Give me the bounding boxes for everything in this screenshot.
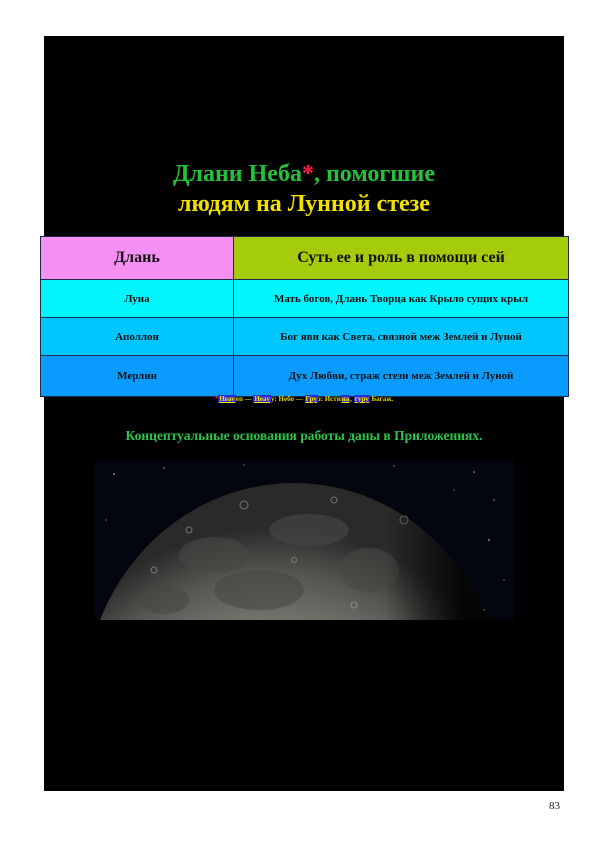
- cell-role: Дух Любви, страж стези меж Землей и Луной: [234, 356, 569, 397]
- cell-role: Мать богов, Длань Творца как Крыло сущих крыл: [234, 280, 569, 318]
- title-line-1: [44, 159, 564, 189]
- title-star: *: [301, 161, 314, 187]
- moon-image: [94, 460, 514, 620]
- footnote-link-gru[interactable]: Гру: [305, 395, 317, 403]
- moon-illustration: [94, 460, 514, 620]
- title-main: Длани Неба: [173, 161, 302, 187]
- footnote-text: Багаж.: [369, 395, 394, 403]
- cell-name: Аполлон: [41, 318, 234, 356]
- footnote-text: en —: [235, 395, 254, 403]
- roles-table: [40, 236, 569, 397]
- title-rest: , помогшие: [313, 161, 435, 187]
- footnote-link-heav[interactable]: Heav: [219, 395, 235, 403]
- cell-name: Мерлин: [41, 356, 234, 397]
- footnote-link-guru[interactable]: гуру: [354, 395, 369, 403]
- page-black-panel: [44, 36, 564, 791]
- table-header-row: [41, 237, 569, 280]
- footnote-link-na[interactable]: на: [341, 395, 350, 403]
- table-row: [41, 318, 569, 356]
- cell-role: Бог яви как Света, связной меж Землей и Луной: [234, 318, 569, 356]
- header-cell-essence: Суть ее и роль в помощи сей: [234, 237, 569, 280]
- header-cell-hand: Длань: [41, 237, 234, 280]
- footnote: [44, 395, 564, 403]
- footnote-text: y: Небо —: [270, 395, 305, 403]
- cell-name: Луна: [41, 280, 234, 318]
- footnote-text: з: Исти: [317, 395, 341, 403]
- footnote-link-heav2[interactable]: Heav: [254, 395, 270, 403]
- concept-note: Концептуальные основания работы даны в Приложениях.: [125, 428, 483, 443]
- table-row: [41, 280, 569, 318]
- title-line-2: людям на Лунной стезе: [178, 191, 430, 217]
- footnote-star: *: [214, 395, 219, 403]
- footnote-text: ,: [350, 395, 354, 403]
- table-row: [41, 356, 569, 397]
- page-number: 83: [549, 800, 560, 812]
